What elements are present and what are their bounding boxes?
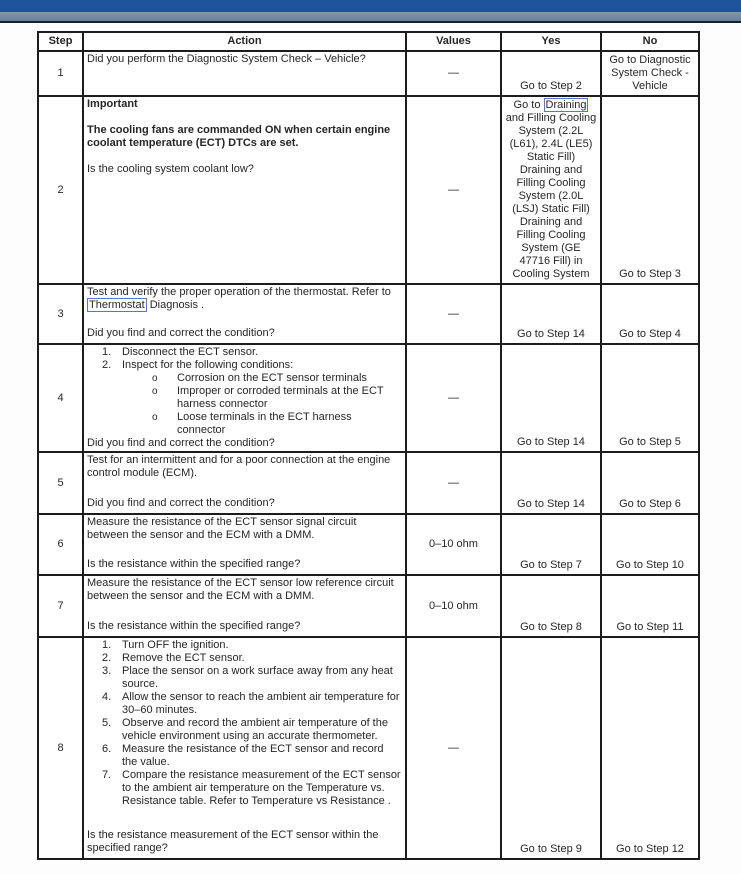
yes-cell bbox=[501, 96, 601, 284]
banner-primary-bar bbox=[0, 0, 741, 12]
no-cell: Go to Step 6 bbox=[601, 452, 699, 514]
action-cell bbox=[83, 637, 406, 859]
important-label: Important bbox=[87, 98, 138, 110]
yes-text-suffix: and Filling Cooling System (2.2L (L61), 2.4L (LE5) Static Fill) Draining and Filling Cooling System (2.0L (LSJ) Static Fill) Draining and Filling Cooling System (GE 47716 Fill) in Cooling System bbox=[505, 112, 597, 280]
list-item: 3. Place the sensor on a work surface away from any heat source. bbox=[102, 665, 393, 690]
col-header-yes: Yes bbox=[501, 32, 601, 51]
table-row-step-4 bbox=[38, 344, 699, 452]
table-row-step-2 bbox=[38, 96, 699, 284]
yes-cell: Go to Step 14 bbox=[501, 284, 601, 344]
circle-bullet: o bbox=[152, 373, 158, 384]
list-item: 7. Compare the resistance measurement of the ECT sensor to the ambient air temperature on the Temperature vs. Resistance table. Refer to Temperature vs Resistance . bbox=[102, 769, 401, 807]
step-number: 2 bbox=[38, 96, 83, 284]
no-cell: Go to Step 10 bbox=[601, 514, 699, 575]
diagnostic-table bbox=[37, 31, 700, 860]
action-question: Is the resistance measurement of the ECT sensor within the specified range? bbox=[87, 829, 379, 854]
step-number: 6 bbox=[38, 514, 83, 575]
action-text: Test for an intermittent and for a poor connection at the engine control module (ECM). bbox=[87, 454, 391, 479]
action-question: Did you find and correct the condition? bbox=[87, 497, 275, 509]
values-cell: 0–10 ohm bbox=[406, 575, 501, 637]
banner-secondary-bar bbox=[0, 12, 741, 21]
draining-link[interactable]: Draining bbox=[545, 99, 587, 111]
action-cell bbox=[83, 575, 406, 637]
circle-bullet: o bbox=[152, 386, 158, 397]
sub-list-item: o Improper or corroded terminals at the ECT harness connector bbox=[152, 385, 384, 410]
table-row-step-1 bbox=[38, 51, 699, 96]
list-item: 2. Remove the ECT sensor. bbox=[102, 652, 245, 664]
yes-cell: Go to Step 14 bbox=[501, 344, 601, 452]
list-item: 1. Disconnect the ECT sensor. bbox=[102, 346, 259, 358]
step-number: 1 bbox=[38, 51, 83, 96]
action-text: Measure the resistance of the ECT sensor low reference circuit between the sensor and the ECM with a DMM. bbox=[87, 577, 394, 602]
yes-cell: Go to Step 14 bbox=[501, 452, 601, 514]
action-text: Measure the resistance of the ECT sensor signal circuit between the sensor and the ECM with a DMM. bbox=[87, 516, 357, 541]
table-header-row bbox=[38, 32, 699, 51]
table-row-step-8 bbox=[38, 637, 699, 859]
action-cell bbox=[83, 514, 406, 575]
col-header-action: Action bbox=[83, 32, 406, 51]
banner-rule bbox=[0, 21, 741, 23]
values-cell: — bbox=[406, 51, 501, 96]
table-row-step-6 bbox=[38, 514, 699, 575]
values-cell: — bbox=[406, 96, 501, 284]
values-cell: 0–10 ohm bbox=[406, 514, 501, 575]
action-question: Is the resistance within the specified range? bbox=[87, 558, 301, 570]
yes-cell: Go to Step 7 bbox=[501, 514, 601, 575]
list-item: 1. Turn OFF the ignition. bbox=[102, 639, 229, 651]
table-row-step-3 bbox=[38, 284, 699, 344]
no-cell: Go to Step 5 bbox=[601, 344, 699, 452]
list-item: 4. Allow the sensor to reach the ambient air temperature for 30–60 minutes. bbox=[102, 691, 400, 716]
action-cell bbox=[83, 344, 406, 452]
action-question: Is the resistance within the specified range? bbox=[87, 620, 301, 632]
col-header-no: No bbox=[601, 32, 699, 51]
values-cell: — bbox=[406, 344, 501, 452]
important-text: The cooling fans are commanded ON when certain engine coolant temperature (ECT) DTCs are set. bbox=[87, 124, 391, 149]
no-cell: Go to Step 11 bbox=[601, 575, 699, 637]
values-cell: — bbox=[406, 637, 501, 859]
no-cell: Go to Step 3 bbox=[601, 96, 699, 284]
action-question: Is the cooling system coolant low? bbox=[87, 163, 254, 175]
action-question: Did you find and correct the condition? bbox=[87, 437, 275, 449]
no-cell: Go to Step 4 bbox=[601, 284, 699, 344]
values-cell: — bbox=[406, 284, 501, 344]
action-question: Did you find and correct the condition? bbox=[87, 327, 275, 339]
col-header-values: Values bbox=[406, 32, 501, 51]
sub-list-item: o Corrosion on the ECT sensor terminals bbox=[152, 372, 367, 384]
action-text: Did you perform the Diagnostic System Check – Vehicle? bbox=[87, 53, 366, 65]
yes-text-prefix: Go to bbox=[513, 99, 544, 111]
sub-list-item: o Loose terminals in the ECT harness connector bbox=[152, 411, 352, 436]
list-item: 5. Observe and record the ambient air temperature of the vehicle environment using an accurate thermometer. bbox=[102, 717, 388, 742]
action-cell bbox=[83, 96, 406, 284]
step-number: 8 bbox=[38, 637, 83, 859]
table-row-step-7 bbox=[38, 575, 699, 637]
yes-cell: Go to Step 2 bbox=[501, 51, 601, 96]
step-number: 7 bbox=[38, 575, 83, 637]
col-header-step: Step bbox=[38, 32, 83, 51]
yes-cell: Go to Step 9 bbox=[501, 637, 601, 859]
action-cell bbox=[83, 284, 406, 344]
action-cell bbox=[83, 51, 406, 96]
thermostat-link[interactable]: Thermostat bbox=[89, 299, 145, 311]
values-cell: — bbox=[406, 452, 501, 514]
table-row-step-5 bbox=[38, 452, 699, 514]
list-item: 2. Inspect for the following conditions: bbox=[102, 359, 294, 371]
step-number: 4 bbox=[38, 344, 83, 452]
action-text: Test and verify the proper operation of the thermostat. Refer to Thermostat Diagnosis . bbox=[87, 286, 391, 311]
yes-cell: Go to Step 8 bbox=[501, 575, 601, 637]
no-cell: Go to Diagnostic System Check - Vehicle bbox=[601, 51, 699, 96]
list-item: 6. Measure the resistance of the ECT sensor and record the value. bbox=[102, 743, 384, 768]
step-number: 5 bbox=[38, 452, 83, 514]
circle-bullet: o bbox=[152, 412, 158, 423]
action-cell bbox=[83, 452, 406, 514]
no-cell: Go to Step 12 bbox=[601, 637, 699, 859]
step-number: 3 bbox=[38, 284, 83, 344]
